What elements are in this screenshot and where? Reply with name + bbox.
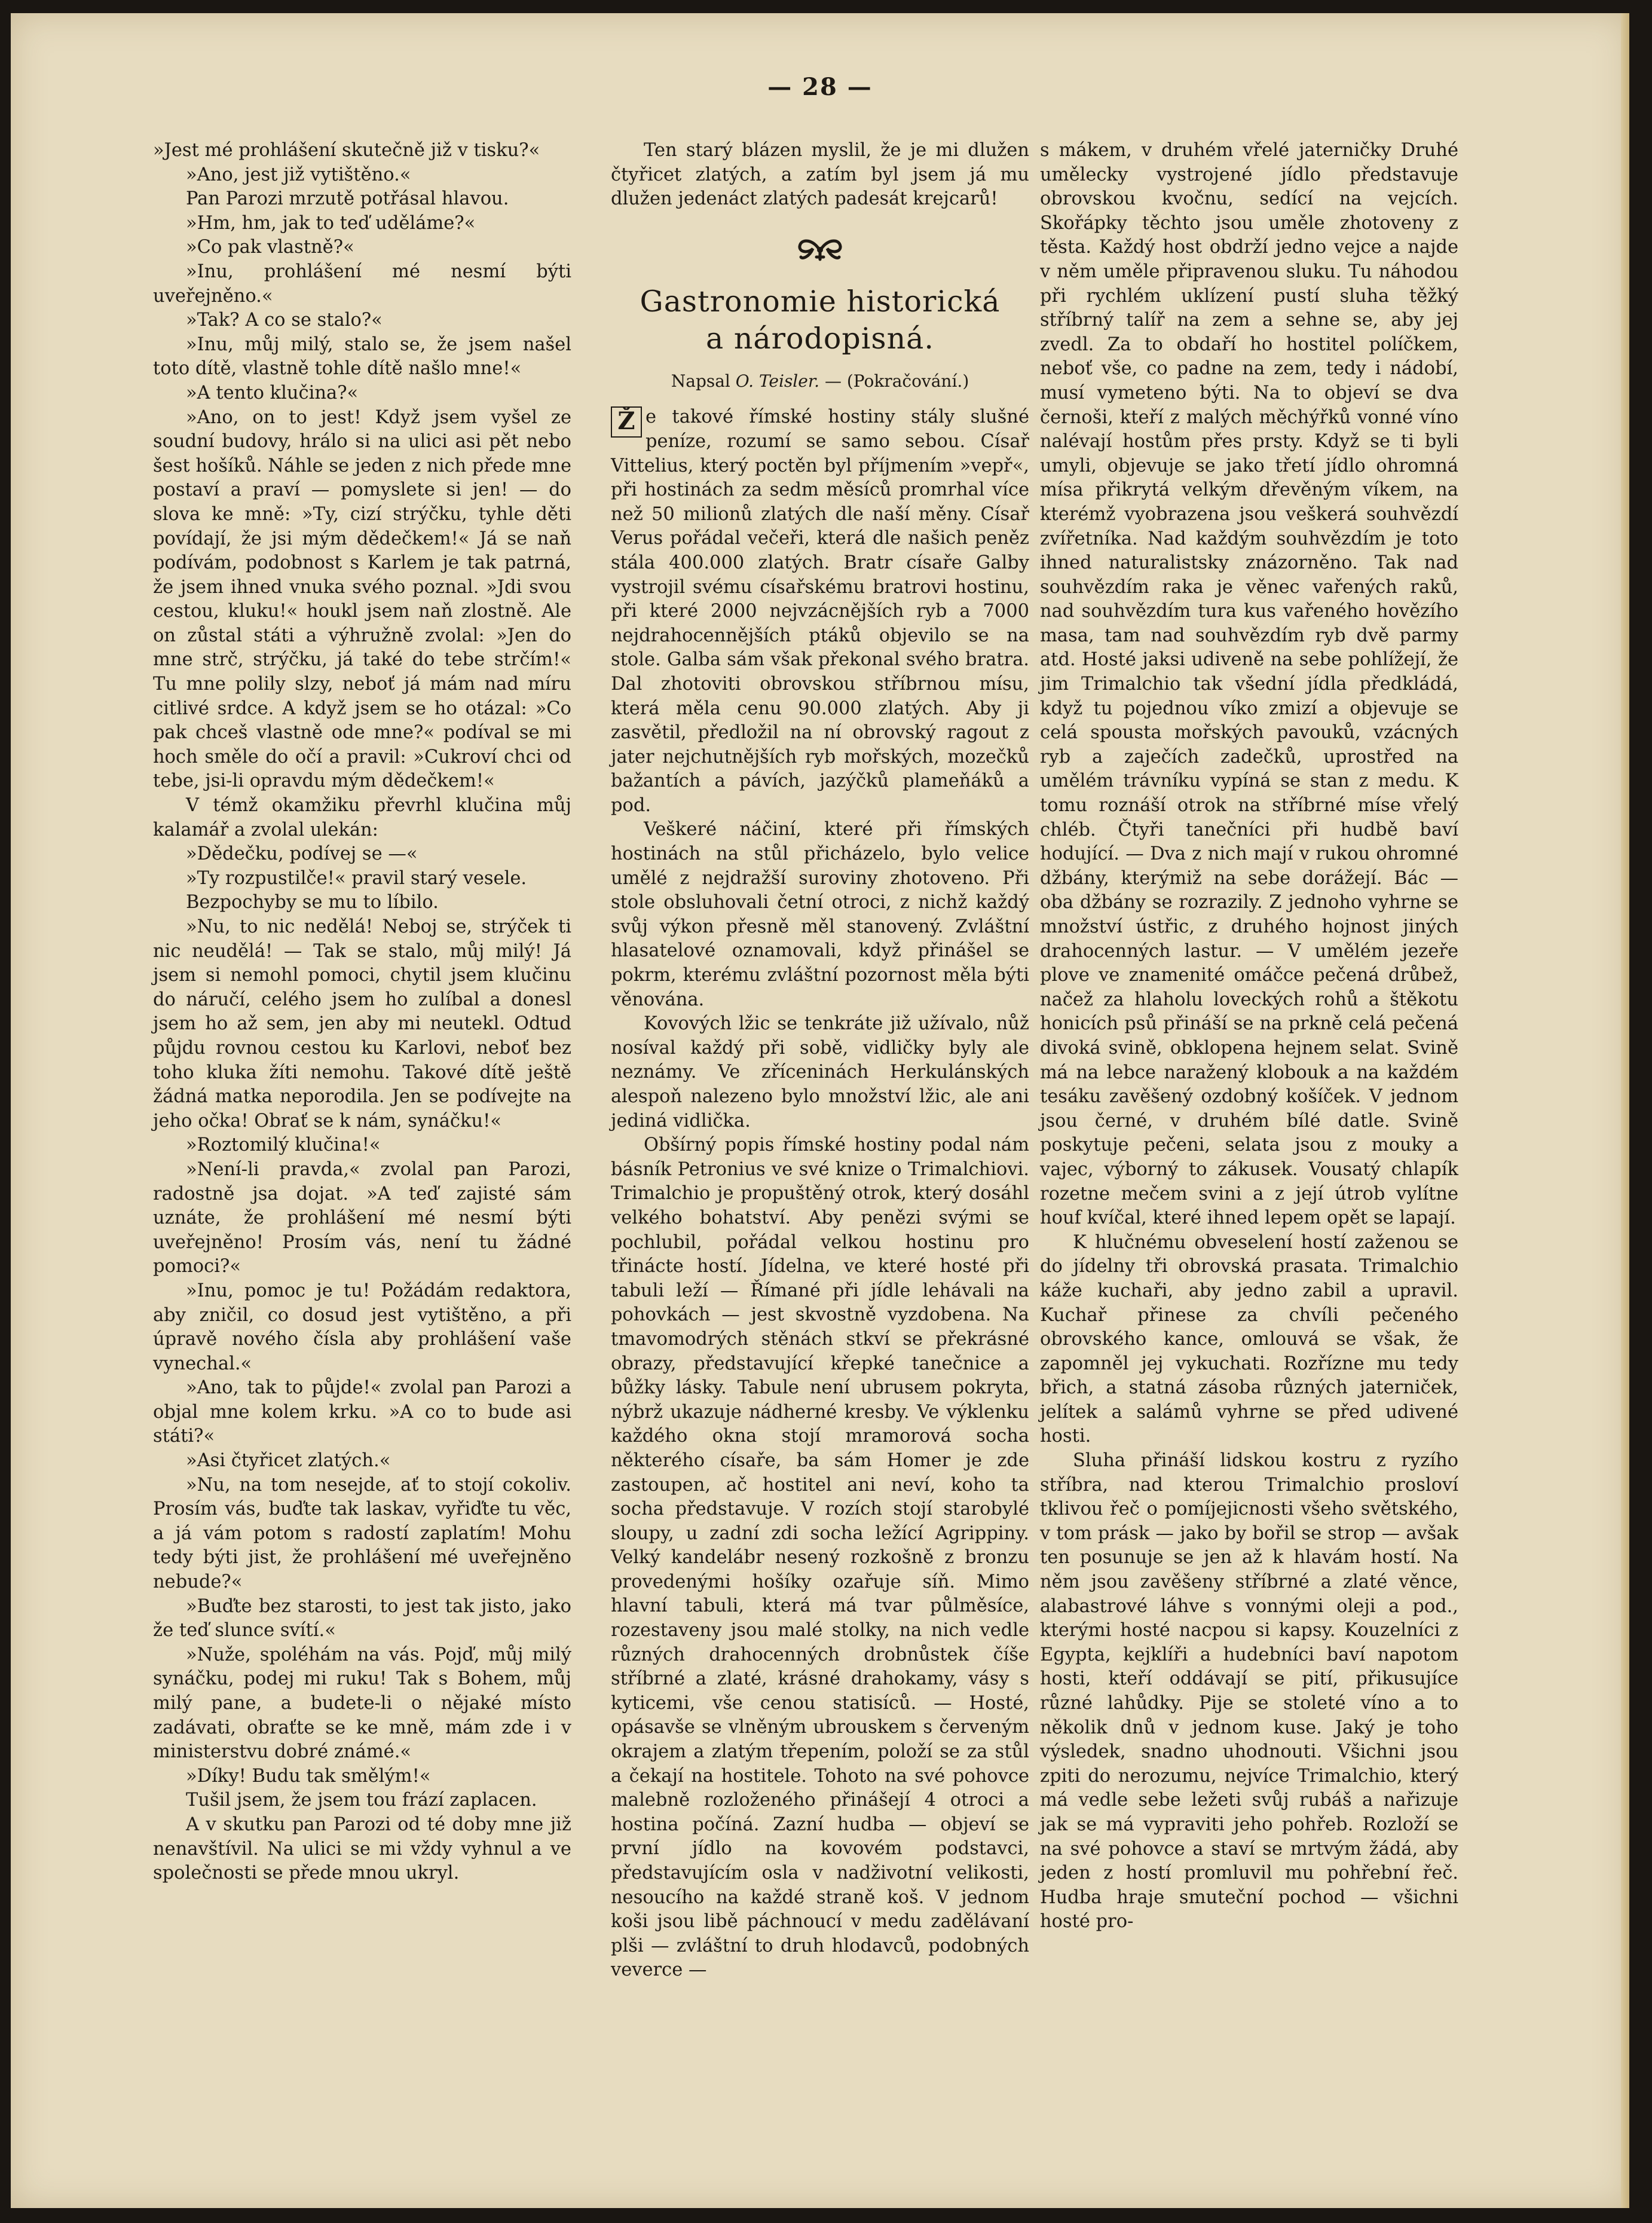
paragraph: »Asi čtyřicet zlatých.«	[186, 1450, 391, 1472]
paragraph: Pan Parozi mrzutě potřásal hlavou.	[186, 188, 509, 210]
paragraph: A v skutku pan Parozi od té doby mne již nenavštívil. Na ulici se mi vždy vyhnul a ve společnosti se přede mnou ukryl.	[153, 1814, 571, 1884]
paragraph: »Nu, to nic nedělá! Neboj se, strýček ti nic neudělá! — Tak se stalo, můj milý! Já jsem si nemohl pomoci, chytil jsem klučinu do náručí, celého jsem ho zulíbal a donesl jsem ho až sem, jen aby mi neutekl. Odtud půjdu rovnou cestou ku Karlovi, neboť bez toho kluka žíti nemohu. Takové dítě ještě žádná matka neporodila. Jen se podívejte na jeho očka! Obrať se k nám, synáčku!«	[153, 916, 571, 1132]
paragraph: V témž okamžiku převrhl klučina můj kalamář a zvolal ulekán:	[153, 795, 571, 840]
paragraph: »Inu, prohlášení mé nesmí býti uveřejněno.«	[153, 261, 571, 307]
paragraph: Ten starý blázen myslil, že je mi dlužen čtyřicet zlatých, a zatím byl jsem já mu dlužen jedenáct zlatých padesát krejcarů!	[611, 140, 1029, 210]
paragraph: »Jest mé prohlášení skutečně již v tisku?«	[153, 140, 540, 161]
paragraph: »Ano, tak to půjde!« zvolal pan Parozi a objal mne kolem krku. »A co to bude asi státi?«	[153, 1377, 571, 1447]
heading-line: a národopisná.	[706, 321, 934, 356]
paragraph: »Ano, jest již vytištěno.«	[186, 164, 411, 185]
newspaper-page	[11, 13, 1629, 2208]
page-edge	[1621, 13, 1629, 2208]
first-paragraph	[611, 405, 1029, 818]
paragraph: »Tak? A co se stalo?«	[186, 310, 383, 331]
paragraph: s mákem, v druhém vřelé jaterničky Druhé umělecky vystrojené jídlo představuje obrovskou kvočnu, sedící na vejcích. Skořápky těchto jsou uměle zhotoveny z těsta. Každý host obdrží jedno vejce a najde v něm uměle připravenou sluku. Tu náhodou při rychlém uklízení pustí sluha těžký stříbrný talíř na zem a sehne se, aby jej zvedl. Za to obdaří ho hostitel políčkem, neboť vše, co padne na zem, tedy i nádobí, musí vymeteno býti. Na to objeví se dva černoši, kteří z malých měchýřků vonné víno nalévají hostům přes prsty. Když se ti byli umyli, objevuje se jako třetí jídlo ohromná mísa přikrytá velkým dřevěným víkem, na kterémž vyobrazena jsou veškerá souhvězdí zvířetníka. Nad každým souhvězdím je toto ihned naturalistsky znázorněno. Tak nad souhvězdím raka je věnec vařených raků, nad souhvězdím tura kus vařeného hovězího masa, tam nad souhvězdím ryb dvě parmy atd. Hosté jaksi udiveně na sebe pohlížejí, že jim Trimalchio tak všední jídla předkládá, když tu pojednou víko zmizí a objevuje se celá spousta mořských pavouků, vzácných ryb a zaječích zadečků, uprostřed na umělém trávníku vypíná se stan z medu. K tomu roznáší otrok na stříbrné míse vřelý chléb. Čtyři tanečníci při hudbě baví hodující. — Dva z nich mají v rukou ohromné džbány, kterýmiž na sebe dorážejí. Bác — oba džbány se rozrazily. Z jednoho vyhrne se množství ústřic, z druhého hojnost jiných drahocenných lastur. — V umělém jezeře plove ve znamenité omáčce pečená drůbež, načež za hlaholu loveckých rohů a štěkotu honicích psů přináší se na prkně celá pečená divoká svině, obklopena hejnem selat. Svině má na lebce naražený klobouk a na každém tesáku zavěšený ozdobný košíček. V jednom jsou černé, v druhém bílé datle. Svině poskytuje pečeni, selata jsou z mouky a vajec, výborný to zákusek. Vousatý chlapík rozetne mečem svini a z její útrob vylítne houf kvíčal, které ihned lepem opět se lapají.	[1040, 140, 1458, 1229]
paragraph: Bezpochyby se mu to líbilo.	[186, 892, 439, 913]
paragraph: »Dědečku, podívej se —«	[186, 843, 418, 865]
paragraph: »Ty rozpustilče!« pravil starý vesele.	[186, 867, 527, 889]
paragraph: »Co pak vlastně?«	[186, 237, 354, 258]
paragraph: »Není-li pravda,« zvolal pan Parozi, radostně jsa dojat. »A teď zajisté sám uznáte, že prohlášení mé nesmí býti uveřejněno! Prosím vás, není tu žádné pomoci?«	[153, 1158, 571, 1277]
paragraph: »A tento klučina?«	[186, 382, 359, 403]
column-middle	[611, 139, 1029, 1983]
paragraph: Sluha přináší lidskou kostru z ryzího stříbra, nad kterou Trimalchio prosloví tklivou řeč o pomíjejicnosti všeho světského, v tom prásk — jako by bořil se strop — avšak ten posunuje se jen až k hlavám hostí. Na něm jsou zavěšeny stříbrné a zlaté věnce, alabastrové láhve s vonnými oleji a pod., kterými hosté nacpou si kapsy. Kouzelníci z Egypta, kejklíři a hudebníci baví napotom hosti, kteří oddávají se pití, přikusujíce různé lahůdky. Pije se stoleté víno a to několik dnů v jednom kuse. Jaký je toho výsledek, snadno uhodnouti. Všichni jsou zpiti do nerozumu, nejvíce Trimalchio, který má vedle sebe ležeti svůj rubáš a nařizuje jak se má vypraviti jeho pohřeb. Rozloží se na své pohovce a staví se mrtvým žádá, aby jeden z hostí promluvil mu pohřební řeč. Hudba hraje smuteční pochod — všichni hosté pro-	[1040, 1450, 1458, 1932]
paragraph: »Ano, on to jest! Když jsem vyšel ze soudní budovy, hrálo si na ulici asi pět nebo šest hošíků. Náhle se jeden z nich přede mne postaví a praví — pomyslete si jen! — do slova ke mně: »Ty, cizí strýčku, tyhle děti povídají, že jsi mým dědečkem!« Já se naň podívám, podobnost s Karlem je tak patrná, že jsem ihned vnuka svého poznal. »Jdi svou cestou, kluku!« houkl jsem naň zlostně. Ale on zůstal státi a výhružně zvolal: »Jen do mne strč, strýčku, já také do tebe strčím!« Tu mne polily slzy, neboť já mám nad míru citlivé srdce. A když jsem se ho otázal: »Co pak chceš vlastně ode mne?« podíval se mi hoch směle do očí a pravil: »Cukroví chci od tebe, jsi-li opravdu mým dědečkem!«	[153, 406, 571, 792]
byline	[611, 369, 1029, 394]
author-name: O. Teisler.	[735, 371, 820, 391]
paragraph: »Díky! Budu tak smělým!«	[186, 1765, 431, 1787]
article-heading	[611, 283, 1029, 357]
paragraph: Obšírný popis římské hostiny podal nám básník Petronius ve své knize o Trimalchiovi. Trimalchio je propuštěný otrok, který dosáhl velkého bohatství. Aby penězi svými se pochlubil, pořádal velkou hostinu pro třináctе hostí. Jídelna, ve které hosté při tabuli leží — Římané při jídle lehávali na pohovkách — jest skvostně vyzdobena. Na tmavomodrých stěnách stkví se překrásné obrazy, představující křepké tanečnice a bůžky lásky. Tabule není ubrusem pokryta, nýbrž ukazuje nádherné kresby. Ve výklenku každého okna stojí mramorová socha některého císaře, ba sám Homer je zde zastoupen, ač hostitel ani neví, koho ta socha představuje. V rozích stojí starobylé sloupy, u zadní zdi socha ležící Agrippiny. Velký kandelábr nesený rozkošně z bronzu provedenými hošíky ozařuje síň. Mimo hlavní tabuli, která má tvar půlměsíce, rozestaveny jsou malé stolky, na nich vedle různých drahocenných drobnůstek číše stříbrné a zlaté, krásné drahokamy, vásy s kyticemi, vše cenou statisíců. — Hosté, opásavše se vlněným ubrouskem s červeným okrajem a zlatým třepením, položí se za stůl a čekají na hostitele. Tohoto na své pohovce malebně rozloženého přinášejí 4 otroci a hostina počíná. Zazní hudba — objeví se první jídlo na kovovém podstavci, představujícím osla v nadživotní velikosti, nesoucího na každé straně koš. V jednom koši jsou libě páchnoucí v medu zadělávaní plši — zvláštní to druh hlodavců, podobných veverce —	[611, 1135, 1029, 1981]
column-right	[1040, 139, 1458, 1934]
first-paragraph-text: e takové římské hostiny stály slušné peníze, rozumí se samo sebou. Císař Vittelius, který poctěn byl příjmením »vepř«, při hostinách za sedm měsíců promrhal více než 50 milionů zlatých dle naší měny. Císař Verus pořádal večeři, která dle našich peněz stála 400.000 zlatých. Bratr císaře Galby vystrojil svému císařskému bratrovi hostinu, při které 2000 nejvzácnějších ryb a 7000 nejdrahocennějších ptáků objevilo se na stole. Galba sám však překonal svého bratra. Dal zhotoviti obrovskou stříbrnou mísu, která měla cenu 90.000 zlatých. Aby ji zasvětil, předložil na ní obrovský ragout z jater nejchutnějších ryb mořských, mozečků bažantích a pávích, jazýčků plameňáků a pod.	[611, 406, 1029, 816]
heading-line: Gastronomie historická	[640, 284, 1001, 319]
paragraph: »Roztomilý klučina!«	[186, 1135, 381, 1156]
paragraph: K hlučnému obveselení hostí zaženou se do jídelny tři obrovská prasata. Trimalchio káže kuchaři, aby jedno zabil a upravil. Kuchař přinese za chvíli pečeného obrovského kance, omlouvá se však, že zapomněl jej vykuchati. Rozříznе mu tedy břich, a statná zásoba různých jaterniček, jelítek a salámů vyhrne se před udivené hosti.	[1040, 1231, 1458, 1447]
paragraph: »Nuže, spoléhám na vás. Pojď, můj milý synáčku, podej mi ruku! Tak s Bohem, můj milý pane, a budete-li o nějaké místo zadávati, obraťte se ke mně, mám zde i v ministerstvu dobré známé.«	[153, 1644, 571, 1763]
paragraph: »Inu, můj milý, stalo se, že jsem našel toto dítě, vlastně tohle dítě našlo mne!«	[153, 334, 571, 380]
page-number: — 28 —	[767, 73, 873, 101]
paragraph: »Nu, na tom nesejde, ať to stojí cokoliv. Prosím vás, buďte tak laskav, vyřiďte tu věc, a já vám potom s radostí zaplatím! Mohu tedy býti jist, že prohlášení mé uveřejněno nebude?«	[153, 1474, 571, 1593]
paragraph: Tušil jsem, že jsem tou frází zaplacen.	[186, 1790, 537, 1811]
byline-suffix: — (Pokračování.)	[824, 371, 969, 391]
column-left	[153, 139, 571, 1886]
paragraph: »Inu, pomoc je tu! Požádám redaktora, aby zničil, co dosud jest vytištěno, a při úpravě nového čísla aby prohlášení vaše vynechal.«	[153, 1280, 571, 1374]
ornament-icon	[796, 233, 844, 263]
paragraph: Kovových lžic se tenkráte již užívalo, nůž nosíval každý při sobě, vidličky byly ale neznámy. Ve zříceninách Herkulánských alespoň nalezeno bylo množství lžic, ale ani jediná vidlička.	[611, 1013, 1029, 1132]
drop-cap: Ž	[611, 406, 642, 438]
byline-prefix: Napsal	[671, 371, 730, 391]
paragraph: Veškeré náčiní, které při římských hostinách na stůl přicházelo, bylo velice umělé z nejdražší suroviny zhotoveno. Při stole obsluhovali četní otroci, z nichž každý svůj výkon přesně měl stanovený. Zvláštní hlasatelové oznamovali, když přinášel se pokrm, kterému zvláštní pozornost měla býti věnována.	[611, 819, 1029, 1010]
paragraph: »Buďte bez starosti, to jest tak jisto, jako že teď slunce svítí.«	[153, 1595, 571, 1641]
paragraph: »Hm, hm, jak to teď uděláme?«	[186, 212, 476, 234]
